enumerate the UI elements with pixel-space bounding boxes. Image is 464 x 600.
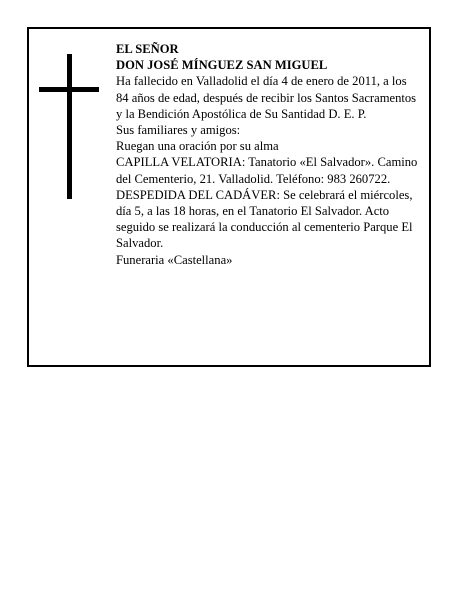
cross-horizontal-bar xyxy=(39,87,99,92)
farewell-details: DESPEDIDA DEL CADÁVER: Se celebrará el miércoles, día 5, a las 18 horas, en el Tanatorio El Salvador. Acto seguido se realizará la conducción al cementerio Parque El Salvador. xyxy=(116,187,413,251)
obituary-notice-frame xyxy=(27,27,431,367)
death-announcement: Ha fallecido en Valladolid el día 4 de enero de 2011, a los 84 años de edad, después de recibir los Santos Sacramentos y la Bendición Apostólica de Su Santidad D. E. P. xyxy=(116,74,417,121)
chapel-details: CAPILLA VELATORIA: Tanatorio «El Salvador». Camino del Cementerio, 21. Valladolid. Teléfono: 983 260722. xyxy=(116,155,418,186)
latin-cross-icon xyxy=(39,54,99,199)
prayer-request: Ruegan una oración por su alma xyxy=(116,139,279,154)
deceased-name: DON JOSÉ MÍNGUEZ SAN MIGUEL xyxy=(116,58,328,73)
cross-vertical-bar xyxy=(67,54,72,199)
family-line: Sus familiares y amigos: xyxy=(116,123,241,138)
funeral-home: Funeraria «Castellana» xyxy=(116,252,233,267)
obituary-text-block xyxy=(116,41,421,268)
obituary-title: EL SEÑOR xyxy=(116,42,179,56)
